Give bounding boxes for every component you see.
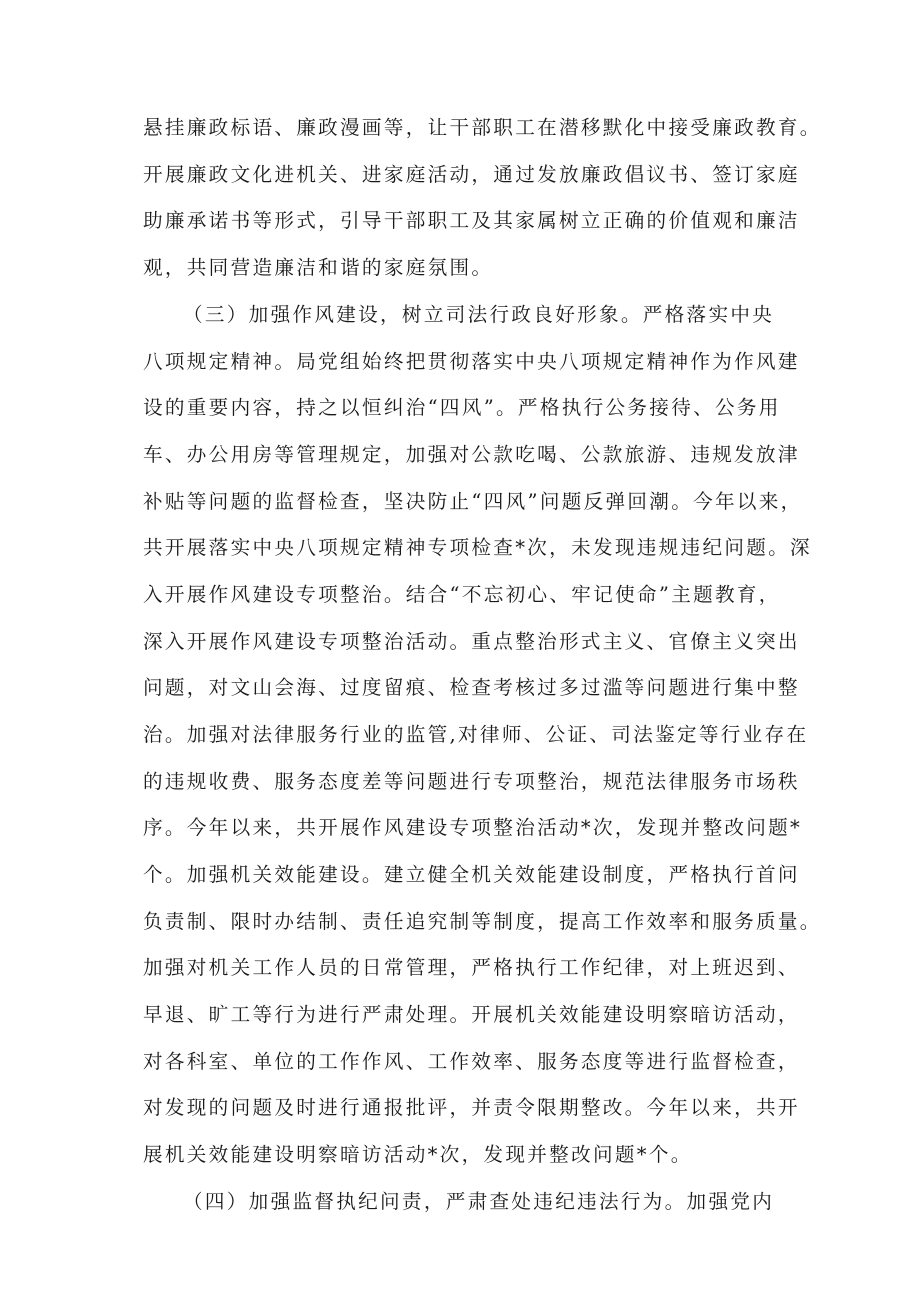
text-line: 加强对机关工作人员的日常管理，严格执行工作纪律，对上班迟到、 — [143, 956, 800, 979]
text-line: 展机关效能建设明察暗访活动*次，发现并整改问题*个。 — [143, 1143, 693, 1166]
section-heading-line: （四）加强监督执纪问责，严肃查处违纪违法行为。加强党内 — [183, 1190, 775, 1213]
text-line: 序。今年以来，共开展作风建设专项整治活动*次，发现并整改问题* — [143, 816, 803, 839]
text-line: 深入开展作风建设专项整治活动。重点整治形式主义、官僚主义突出 — [143, 630, 800, 653]
text-line: 问题，对文山会海、过度留痕、检查考核过多过滥等问题进行集中整 — [143, 676, 800, 699]
text-line: 的违规收费、服务态度差等问题进行专项整治，规范法律服务市场秩 — [143, 770, 800, 793]
text-line: 个。加强机关效能建设。建立健全机关效能建设制度，严格执行首问 — [143, 863, 800, 886]
section-heading-line: （三）加强作风建设，树立司法行政良好形象。严格落实中央 — [183, 303, 775, 326]
text-line: 车、办公用房等管理规定，加强对公款吃喝、公款旅游、违规发放津 — [143, 443, 800, 466]
text-line: 助廉承诺书等形式，引导干部职工及其家属树立正确的价值观和廉洁 — [143, 209, 800, 232]
text-line: 早退、旷工等行为进行严肃处理。开展机关效能建设明察暗访活动， — [143, 1003, 800, 1026]
text-line: 设的重要内容，持之以恒纠治“四风”。严格执行公务接待、公务用 — [143, 396, 781, 419]
text-line: 悬挂廉政标语、廉政漫画等，让干部职工在潜移默化中接受廉政教育。 — [143, 116, 822, 139]
text-line: 开展廉政文化进机关、进家庭活动，通过发放廉政倡议书、签订家庭 — [143, 163, 800, 186]
text-line: 负责制、限时办结制、责任追究制等制度，提高工作效率和服务质量。 — [143, 910, 822, 933]
text-line: 观，共同营造廉洁和谐的家庭氛围。 — [143, 256, 494, 279]
text-line: 对发现的问题及时进行通报批评，并责令限期整改。今年以来，共开 — [143, 1096, 800, 1119]
text-line: 共开展落实中央八项规定精神专项检查*次，未发现违规违纪问题。深 — [143, 536, 812, 559]
text-line: 补贴等问题的监督检查，坚决防止“四风”问题反弹回潮。今年以来， — [143, 490, 803, 513]
text-line: 治。加强对法律服务行业的监管,对律师、公证、司法鉴定等行业存在 — [143, 723, 809, 746]
text-line: 对各科室、单位的工作作风、工作效率、服务态度等进行监督检查， — [143, 1050, 800, 1073]
text-line: 入开展作风建设专项整治。结合“不忘初心、牢记使命”主题教育， — [143, 583, 781, 606]
text-line: 八项规定精神。局党组始终把贯彻落实中央八项规定精神作为作风建 — [143, 350, 800, 373]
